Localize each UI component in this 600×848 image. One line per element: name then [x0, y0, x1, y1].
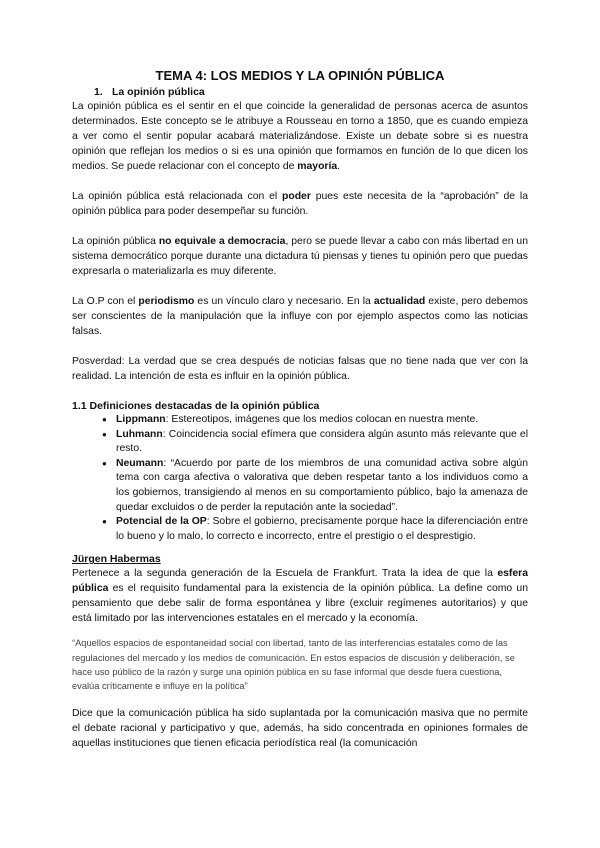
paragraph-poder	[72, 189, 528, 219]
bold-term-esfera-publica: esfera pública	[72, 568, 528, 595]
bold-term-democracia: no equivale a democracia	[158, 236, 286, 247]
section-heading-opinion-publica	[94, 86, 528, 98]
text-run: , pero se puede llevar a cabo con más libertad en un sistema democrático porque durante una dictadura tú piensas y tienes tu opinión pero que puedas expresarla o materializarla es muy diferente.	[72, 236, 528, 277]
habermas-heading: Jürgen Habermas	[72, 553, 161, 566]
section-number: 1.	[94, 86, 103, 98]
paragraph-definition	[72, 99, 528, 174]
subsection-heading-definiciones: 1.1 Definiciones destacadas de la opinión pública	[72, 400, 320, 412]
text-run: : Estereotipos, imágenes que los medios colocan en nuestra mente.	[165, 414, 479, 425]
text-run: es el requisito fundamental para la existencia de la opinión pública. La define como un pensamiento que debe salir de forma espontánea y libre (excluir regímenes autoritarios) y que está limitado por las intervenciones estatales en el mercado y la economía.	[72, 583, 528, 625]
term-luhmann: Luhmann	[116, 428, 163, 440]
text-run: : Sobre el gobierno, precisamente porque hace la diferenciación entre lo bueno y lo malo, lo correcto e incorrecto, entre el prestigio o el desprestigio.	[116, 516, 528, 542]
habermas-quote: “Aquellos espacios de espontaneidad social con libertad, tanto de las interferencias estatales como de las regulaciones del mercado y los medios de comunicación. En estos espacios de discusión y deliberación, se hace uso público de la razón y surge una opinión pública en su fase informal que desde fuera cuestiona, evalúa críticamente e influye en la política”	[72, 638, 515, 691]
paragraph-periodismo	[72, 294, 528, 339]
text-run: pues este necesita de la “aprobación” de la opinión pública para poder desempeñar su función.	[72, 191, 528, 217]
paragraph-posverdad: Posverdad: La verdad que se crea después de noticias falsas que no tiene nada que ver con la realidad. La intención de esta es influir en la opinión pública.	[72, 356, 528, 382]
list-item	[116, 457, 528, 515]
document-page	[72, 68, 528, 751]
term-neumann: Neumann	[116, 457, 164, 469]
definitions-list	[72, 413, 528, 544]
bold-term-mayoria: mayoría	[297, 161, 338, 172]
paragraph-comunicacion-masiva: Dice que la comunicación pública ha sido suplantada por la comunicación masiva que no permite el debate racional y participativo y que, además, ha sido concentrada en opiniones formales de aquellas instituciones que tienen eficacia periodística real (la comunicación	[72, 708, 528, 750]
list-item	[116, 413, 528, 428]
text-run: Pertenece a la segunda generación de la Escuela de Frankfurt. Trata la idea de que la	[72, 568, 498, 580]
text-run: : “Acuerdo por parte de los miembros de una comunidad activa sobre algún tema con carga afectiva o valorativa que deben respetar tanto a los individuos como a los gobiernos, transigiendo al menos en su comportamiento público, bajo la amenaza de quedar excluidos o de perder la reputación ante la sociedad”.	[116, 457, 528, 513]
text-run: La opinión pública está relacionada con el	[72, 191, 282, 202]
list-item	[116, 428, 528, 457]
document-title: TEMA 4: LOS MEDIOS Y LA OPINIÓN PÚBLICA	[155, 68, 445, 83]
text-run: La O.P con el	[72, 296, 139, 307]
paragraph-habermas	[72, 566, 528, 626]
paragraph-democracia	[72, 234, 528, 279]
text-run: es un vínculo claro y necesario. En la	[194, 296, 374, 307]
list-item	[116, 515, 528, 544]
text-run: La opinión pública	[72, 236, 159, 247]
bold-term-poder: poder	[282, 191, 311, 202]
text-run: : Coincidencia social efímera que considera algún asunto más relevante que el resto.	[116, 428, 528, 455]
term-potencial-op: Potencial de la OP	[116, 516, 207, 528]
section-heading-text: La opinión pública	[112, 86, 205, 98]
bold-term-periodismo: periodismo	[138, 296, 195, 307]
text-run: existe, pero debemos ser conscientes de la manipulación que la influye con por ejemplo aspectos como las noticias falsas.	[72, 296, 528, 337]
bold-term-actualidad: actualidad	[373, 296, 426, 307]
term-lippmann: Lippmann	[116, 414, 166, 425]
text-run: La opinión pública es el sentir en el que coincide la generalidad de personas acerca de asuntos determinados. Este concepto se le atribuye a Rousseau en torno a 1850, que es cuando empieza a ver como el sentir popular acabará materializándose. Existe un debate sobre si es nuestra opinión que reflejan los medios o si es una opinión que formamos en función de lo que dicen los medios. Se puede relacionar con el concepto de	[72, 101, 528, 172]
text-run: .	[337, 161, 341, 172]
